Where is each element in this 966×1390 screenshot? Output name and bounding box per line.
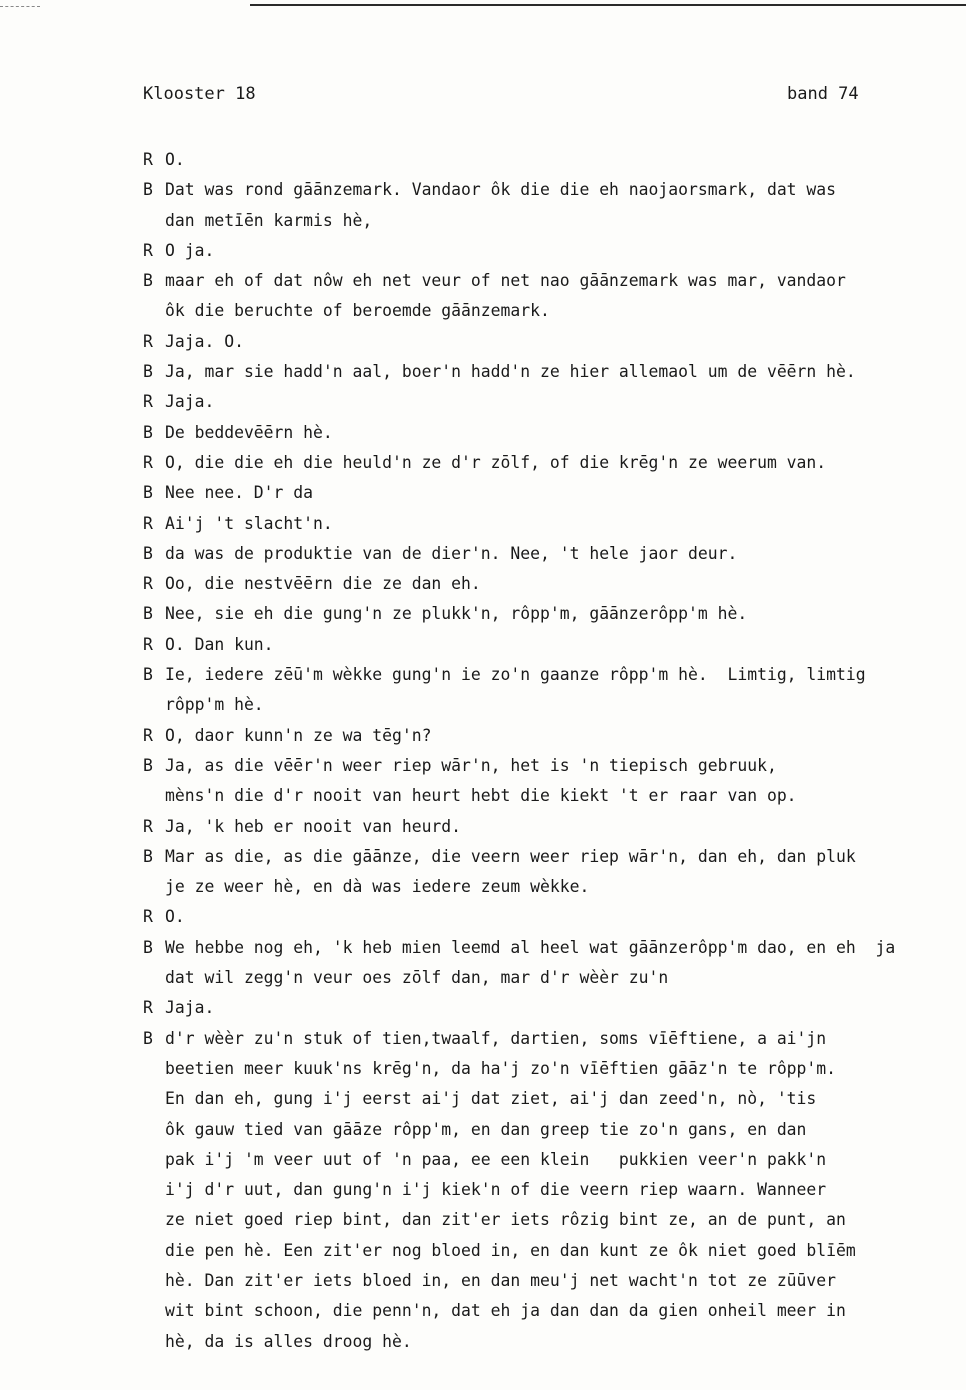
transcript-line xyxy=(143,448,953,478)
transcript-line xyxy=(143,236,953,266)
transcript-line xyxy=(143,781,953,811)
utterance-text: pak i'j 'm veer uut of 'n paa, ee een klein pukkien veer'n pakk'n xyxy=(165,1149,827,1169)
transcript-line xyxy=(143,1327,953,1357)
utterance-text: dan metīēn karmis hè, xyxy=(165,210,373,230)
utterance-text: d'r wèèr zu'n stuk of tien,twaalf, dartien, soms vīēftiene, a ai'jn xyxy=(165,1028,827,1048)
utterance-text: die pen hè. Een zit'er nog bloed in, en dan kunt ze ôk niet goed blīēm xyxy=(165,1240,856,1260)
utterance-text: ôk die beruchte of beroemde gāānzemark. xyxy=(165,301,550,321)
transcript-line xyxy=(143,509,953,539)
speaker-label: R xyxy=(143,513,153,533)
transcript-line xyxy=(143,1024,953,1054)
utterance-text: O. xyxy=(165,150,185,169)
speaker-label: B xyxy=(143,1028,153,1048)
utterance-text: O. Dan kun. xyxy=(165,634,274,654)
transcript-line xyxy=(143,1205,953,1235)
transcript-line xyxy=(143,993,953,1023)
header-tape-number: band 74 xyxy=(787,84,859,104)
transcript-line xyxy=(143,175,953,205)
speaker-label: B xyxy=(143,422,153,442)
utterance-text: En dan eh, gung i'j eerst ai'j dat ziet, ai'j dan zeed'n, nò, 'tis xyxy=(165,1089,817,1109)
speaker-label: R xyxy=(143,574,153,594)
speaker-label: R xyxy=(143,452,153,472)
transcript-line xyxy=(143,145,953,175)
speaker-label: R xyxy=(143,816,153,836)
utterance-text: maar eh of dat nôw eh net veur of net nao gāānzemark was mar, vandaor xyxy=(165,271,846,291)
utterance-text: Ja, 'k heb er nooit van heurd. xyxy=(165,816,462,836)
transcript-line xyxy=(143,1296,953,1326)
transcript-line xyxy=(143,721,953,751)
utterance-text: Dat was rond gāānzemark. Vandaor ôk die die eh naojaorsmark, dat was xyxy=(165,180,837,200)
utterance-text: mèns'n die d'r nooit van heurt hebt die kiekt 't er raar van op. xyxy=(165,786,797,806)
speaker-label: R xyxy=(143,240,153,260)
utterance-text: Jaja. O. xyxy=(165,331,244,351)
utterance-text: Jaja. xyxy=(165,392,215,412)
utterance-text: ze niet goed riep bint, dan zit'er iets rôzig bint ze, an de punt, an xyxy=(165,1210,846,1230)
utterance-text: Ja, as die vēēr'n weer riep wār'n, het is 'n tiepisch gebruuk, xyxy=(165,755,777,775)
transcript-line xyxy=(143,812,953,842)
transcript-line xyxy=(143,630,953,660)
speaker-label: B xyxy=(143,543,153,563)
utterance-text: beetien meer kuuk'ns krēg'n, da ha'j zo'n vīēftien gāāz'n te rôpp'm. xyxy=(165,1058,837,1078)
utterance-text: De beddevēērn hè. xyxy=(165,422,333,442)
utterance-text: hè. Dan zit'er iets bloed in, en dan meu'j net wacht'n tot ze zūūver xyxy=(165,1270,837,1290)
speaker-label: R xyxy=(143,725,153,745)
transcript xyxy=(143,145,953,1357)
speaker-label: R xyxy=(143,150,153,169)
transcript-line xyxy=(143,690,953,720)
speaker-label: B xyxy=(143,755,153,775)
utterance-text: We hebbe nog eh, 'k heb mien leemd al heel wat gāānzerôpp'm dao, en eh ja xyxy=(165,937,896,957)
utterance-text: da was de produktie van de dier'n. Nee, 't hele jaor deur. xyxy=(165,543,738,563)
transcript-line xyxy=(143,357,953,387)
speaker-label: R xyxy=(143,634,153,654)
utterance-text: Nee nee. D'r da xyxy=(165,483,314,503)
transcript-line xyxy=(143,296,953,326)
utterance-text: Jaja. xyxy=(165,998,215,1018)
transcript-line xyxy=(143,660,953,690)
transcript-line xyxy=(143,478,953,508)
utterance-text: O, die die eh die heuld'n ze d'r zōlf, of die krēg'n ze weerum van. xyxy=(165,452,827,472)
top-edge-dash xyxy=(0,6,40,8)
utterance-text: i'j d'r uut, dan gung'n i'j kiek'n of die veern riep waarn. Wanneer xyxy=(165,1180,827,1200)
speaker-label: B xyxy=(143,483,153,503)
utterance-text: Mar as die, as die gāānze, die veern weer riep wār'n, dan eh, dan pluk xyxy=(165,846,856,866)
utterance-text: O, daor kunn'n ze wa tēg'n? xyxy=(165,725,432,745)
transcript-line xyxy=(143,1115,953,1145)
utterance-text: rôpp'm hè. xyxy=(165,695,264,715)
transcript-line xyxy=(143,1236,953,1266)
utterance-text: O. xyxy=(165,907,185,927)
speaker-label: B xyxy=(143,665,153,685)
transcript-line xyxy=(143,206,953,236)
transcript-line xyxy=(143,266,953,296)
speaker-label: R xyxy=(143,998,153,1018)
utterance-text: ôk gauw tied van gāāze rôpp'm, en dan greep tie zo'n gans, en dan xyxy=(165,1119,807,1139)
utterance-text: hè, da is alles droog hè. xyxy=(165,1331,412,1351)
speaker-label: B xyxy=(143,937,153,957)
utterance-text: je ze weer hè, en dà was iedere zeum wèkke. xyxy=(165,877,590,897)
transcript-line xyxy=(143,842,953,872)
speaker-label: R xyxy=(143,331,153,351)
utterance-text: wit bint schoon, die penn'n, dat eh ja dan dan da gien onheil meer in xyxy=(165,1301,846,1321)
transcript-line xyxy=(143,1084,953,1114)
transcript-line xyxy=(143,933,953,963)
speaker-label: B xyxy=(143,180,153,200)
speaker-label: B xyxy=(143,604,153,624)
transcript-line xyxy=(143,1054,953,1084)
top-edge-rule xyxy=(250,4,966,6)
transcript-line xyxy=(143,327,953,357)
transcript-line xyxy=(143,751,953,781)
transcript-line xyxy=(143,872,953,902)
utterance-text: Ja, mar sie hadd'n aal, boer'n hadd'n ze hier allemaol um de vēērn hè. xyxy=(165,362,856,382)
utterance-text: Nee, sie eh die gung'n ze plukk'n, rôpp'm, gāānzerôpp'm hè. xyxy=(165,604,748,624)
transcript-line xyxy=(143,1145,953,1175)
utterance-text: Ai'j 't slacht'n. xyxy=(165,513,333,533)
transcript-line xyxy=(143,539,953,569)
transcript-line xyxy=(143,569,953,599)
speaker-label: B xyxy=(143,362,153,382)
speaker-label: R xyxy=(143,392,153,412)
speaker-label: R xyxy=(143,907,153,927)
transcript-line xyxy=(143,418,953,448)
transcript-line xyxy=(143,1266,953,1296)
utterance-text: dat wil zegg'n veur oes zōlf dan, mar d'r wèèr zu'n xyxy=(165,968,669,988)
speaker-label: B xyxy=(143,846,153,866)
utterance-text: Oo, die nestvēērn die ze dan eh. xyxy=(165,574,481,594)
utterance-text: O ja. xyxy=(165,240,215,260)
utterance-text: Ie, iedere zēū'm wèkke gung'n ie zo'n gaanze rôpp'm hè. Limtig, limtig xyxy=(165,665,866,685)
transcript-line xyxy=(143,1175,953,1205)
transcript-line xyxy=(143,963,953,993)
transcript-line xyxy=(143,387,953,417)
header-title: Klooster 18 xyxy=(143,84,256,104)
transcript-line xyxy=(143,902,953,932)
transcript-line xyxy=(143,599,953,629)
speaker-label: B xyxy=(143,271,153,291)
